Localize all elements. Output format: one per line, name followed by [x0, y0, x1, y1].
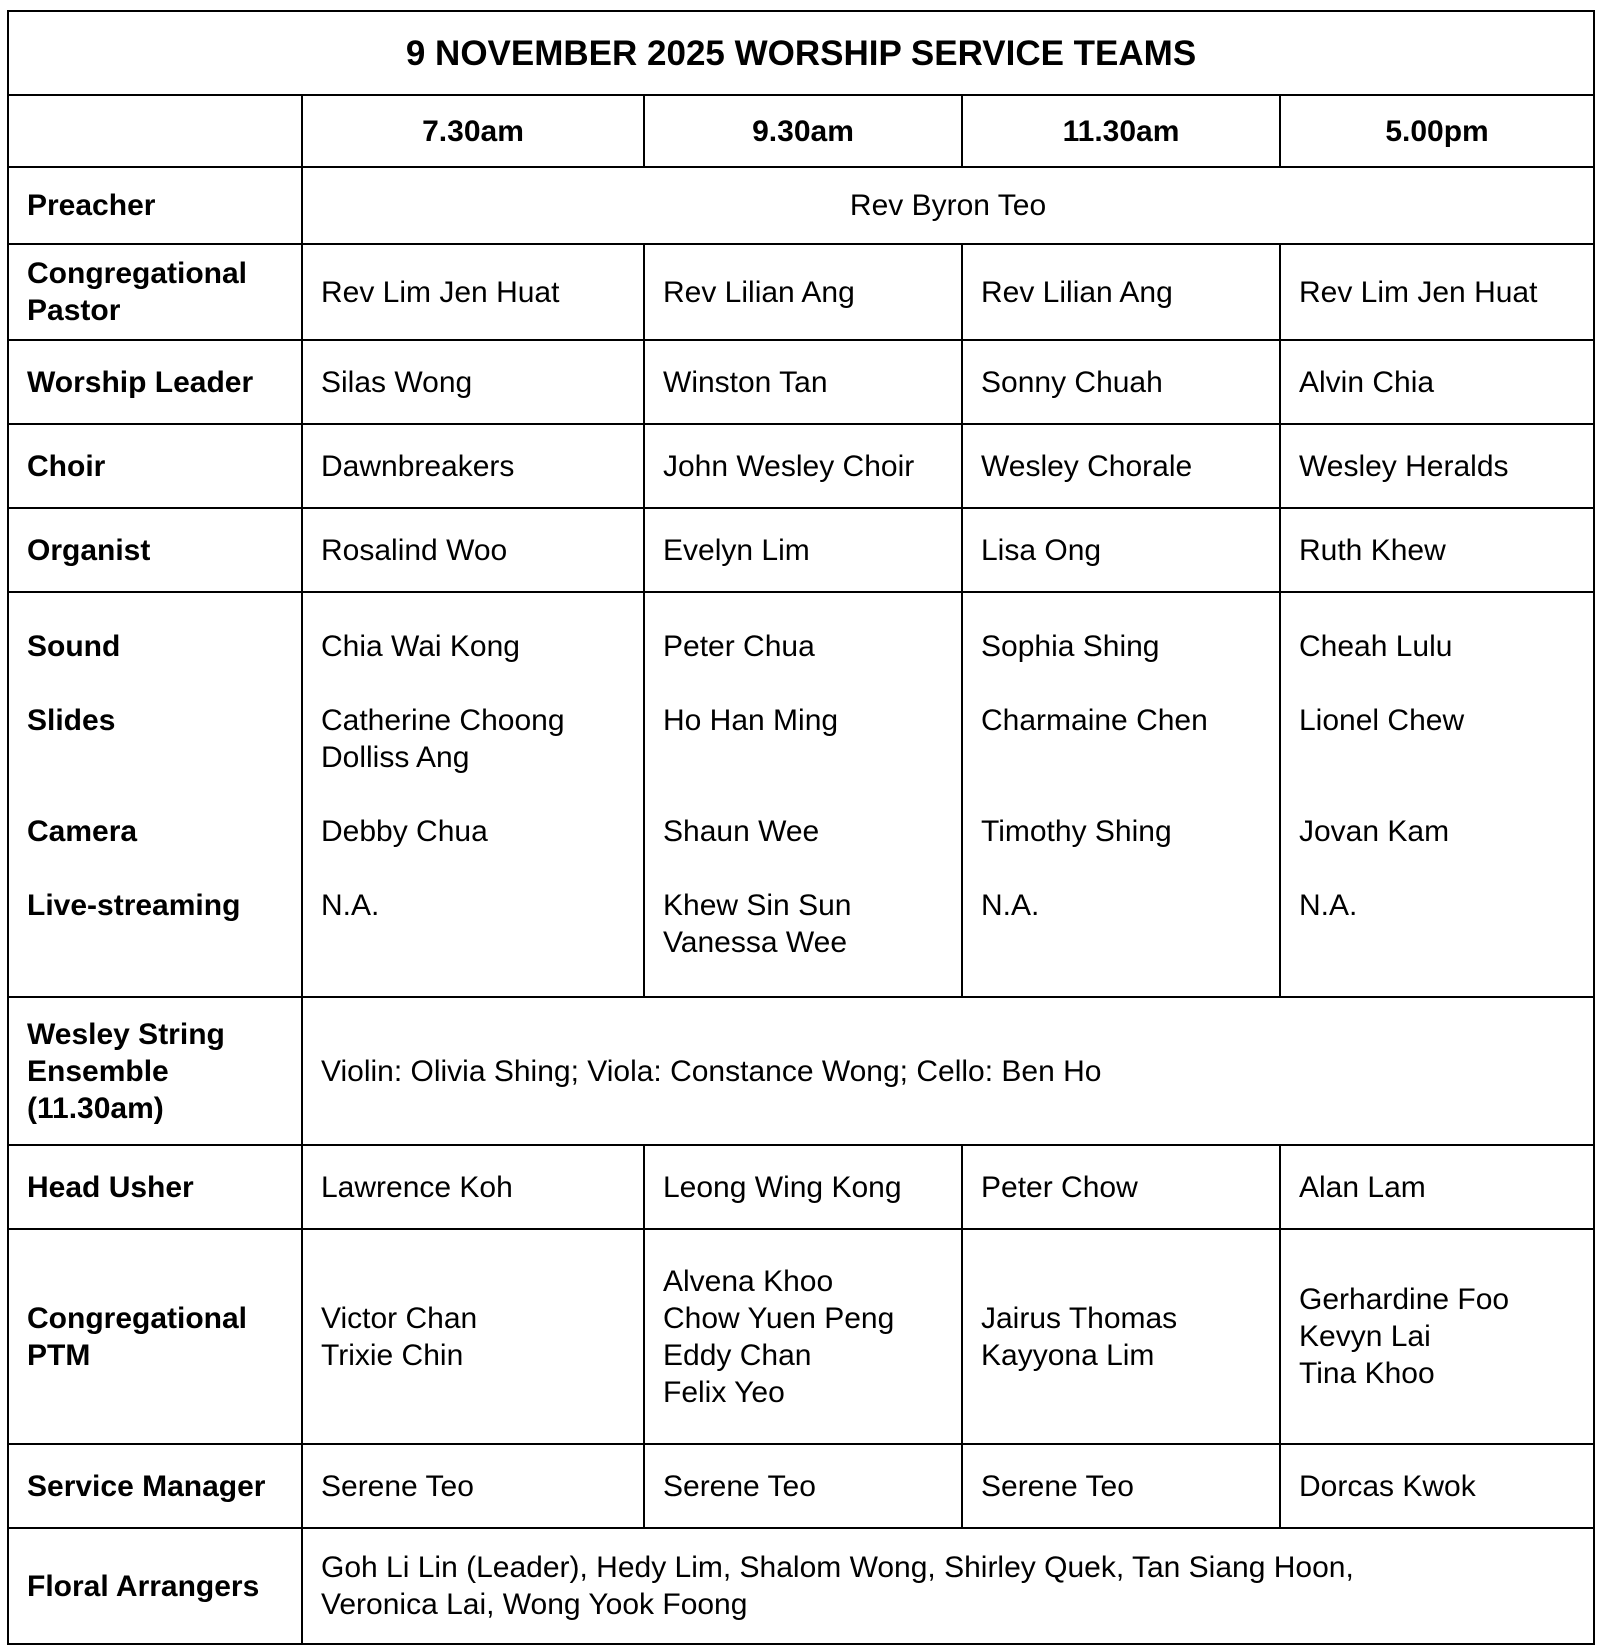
service-manager-1130: Serene Teo: [962, 1444, 1280, 1528]
choir-1700: Wesley Heralds: [1280, 424, 1594, 508]
pastor-1700: Rev Lim Jen Huat: [1280, 244, 1594, 340]
pastor-0930: Rev Lilian Ang: [644, 244, 962, 340]
title-row: [8, 11, 1594, 95]
livestreaming-0730: N.A.: [321, 889, 380, 922]
organist-0730: Rosalind Woo: [302, 508, 644, 592]
worship-leader-1130: Sonny Chuah: [962, 340, 1280, 424]
av-team-1130: [962, 592, 1280, 997]
service-manager-0730: Serene Teo: [302, 1444, 644, 1528]
role-label-string-ensemble: [8, 997, 302, 1145]
ptm-member: Felix Yeo: [663, 1375, 785, 1409]
camera-1700: Jovan Kam: [1299, 815, 1450, 848]
role-label-line: Wesley String: [27, 1017, 225, 1051]
av-team-0930: [644, 592, 962, 997]
choir-0730: Dawnbreakers: [302, 424, 644, 508]
worship-leader-0730: Silas Wong: [302, 340, 644, 424]
role-label-head-usher: Head Usher: [8, 1145, 302, 1229]
ptm-member: Chow Yuen Peng: [663, 1301, 895, 1335]
worship-leader-1700: Alvin Chia: [1280, 340, 1594, 424]
role-label-line: Ensemble: [27, 1054, 169, 1088]
floral-arrangers-line: Veronica Lai, Wong Yook Foong: [321, 1588, 748, 1621]
organist-0930: Evelyn Lim: [644, 508, 962, 592]
preacher-row: [8, 167, 1594, 244]
role-label-av-team: [8, 592, 302, 997]
time-header-1130: 11.30am: [962, 95, 1280, 167]
worship-roster-table: [7, 10, 1595, 1645]
role-label-congregational-ptm: [8, 1229, 302, 1444]
service-manager-row: [8, 1444, 1594, 1528]
floral-arrangers-value: [302, 1528, 1594, 1644]
service-manager-1700: Dorcas Kwok: [1280, 1444, 1594, 1528]
worship-leader-row: [8, 340, 1594, 424]
ptm-member: Eddy Chan: [663, 1338, 812, 1372]
time-header-1700: 5.00pm: [1280, 95, 1594, 167]
string-ensemble-row: [8, 997, 1594, 1145]
worship-leader-0930: Winston Tan: [644, 340, 962, 424]
role-label-organist: Organist: [8, 508, 302, 592]
ptm-member: Alvena Khoo: [663, 1264, 834, 1298]
role-label-line: PTM: [27, 1338, 91, 1372]
congregational-ptm-row: [8, 1229, 1594, 1444]
floral-arrangers-row: [8, 1528, 1594, 1644]
ptm-1130: [962, 1229, 1280, 1444]
organist-1130: Lisa Ong: [962, 508, 1280, 592]
role-label-line: Pastor: [27, 294, 121, 327]
ptm-member: Kayyona Lim: [981, 1338, 1155, 1372]
choir-0930: John Wesley Choir: [644, 424, 962, 508]
slides-1130: Charmaine Chen: [981, 704, 1208, 737]
livestreaming-0930: Khew Sin Sun: [663, 889, 852, 922]
av-team-0730: [302, 592, 644, 997]
camera-1130: Timothy Shing: [981, 815, 1172, 848]
camera-0730: Debby Chua: [321, 815, 488, 848]
page-title: 9 NOVEMBER 2025 WORSHIP SERVICE TEAMS: [8, 11, 1594, 95]
sound-1130: Sophia Shing: [981, 630, 1160, 663]
ptm-member: Trixie Chin: [321, 1338, 464, 1372]
sound-1700: Cheah Lulu: [1299, 630, 1453, 663]
role-label-line: (11.30am): [27, 1091, 164, 1125]
congregational-pastor-row: [8, 244, 1594, 340]
ptm-0930: [644, 1229, 962, 1444]
pastor-1130: Rev Lilian Ang: [962, 244, 1280, 340]
role-label-line: Congregational: [27, 1301, 248, 1335]
time-header-0930: 9.30am: [644, 95, 962, 167]
organist-row: [8, 508, 1594, 592]
service-times-row: [8, 95, 1594, 167]
slides-0730: Dolliss Ang: [321, 741, 470, 774]
role-label-worship-leader: Worship Leader: [8, 340, 302, 424]
livestreaming-0930: Vanessa Wee: [663, 926, 847, 959]
ptm-1700: [1280, 1229, 1594, 1444]
ptm-0730: [302, 1229, 644, 1444]
time-header-0730: 7.30am: [302, 95, 644, 167]
role-label-preacher: Preacher: [8, 167, 302, 244]
slides-1700: Lionel Chew: [1299, 704, 1465, 737]
av-team-1700: [1280, 592, 1594, 997]
head-usher-1130: Peter Chow: [962, 1145, 1280, 1229]
head-usher-1700: Alan Lam: [1280, 1145, 1594, 1229]
service-manager-0930: Serene Teo: [644, 1444, 962, 1528]
sound-0930: Peter Chua: [663, 630, 815, 663]
pastor-0730: Rev Lim Jen Huat: [302, 244, 644, 340]
ptm-member: Victor Chan: [321, 1301, 478, 1335]
empty-corner-cell: [8, 95, 302, 167]
preacher-value: Rev Byron Teo: [302, 167, 1594, 244]
string-ensemble-value: Violin: Olivia Shing; Viola: Constance Wong; Cello: Ben Ho: [302, 997, 1594, 1145]
head-usher-row: [8, 1145, 1594, 1229]
role-label-floral-arrangers: Floral Arrangers: [8, 1528, 302, 1644]
role-label-choir: Choir: [8, 424, 302, 508]
ptm-member: Jairus Thomas: [981, 1301, 1178, 1335]
organist-1700: Ruth Khew: [1280, 508, 1594, 592]
av-team-row: [8, 592, 1594, 997]
ptm-member: Gerhardine Foo: [1299, 1283, 1510, 1316]
choir-row: [8, 424, 1594, 508]
slides-0930: Ho Han Ming: [663, 704, 839, 737]
role-label-congregational-pastor: [8, 244, 302, 340]
head-usher-0930: Leong Wing Kong: [644, 1145, 962, 1229]
role-label-livestreaming: Live-streaming: [27, 889, 241, 922]
role-label-service-manager: Service Manager: [8, 1444, 302, 1528]
ptm-member: Kevyn Lai: [1299, 1320, 1431, 1353]
floral-arrangers-line: Goh Li Lin (Leader), Hedy Lim, Shalom Wong, Shirley Quek, Tan Siang Hoon,: [321, 1551, 1354, 1584]
role-label-slides: Slides: [27, 704, 116, 737]
role-label-camera: Camera: [27, 815, 138, 848]
ptm-member: Tina Khoo: [1299, 1357, 1435, 1390]
head-usher-0730: Lawrence Koh: [302, 1145, 644, 1229]
livestreaming-1700: N.A.: [1299, 889, 1358, 922]
livestreaming-1130: N.A.: [981, 889, 1040, 922]
role-label-line: Congregational: [27, 257, 248, 290]
role-label-sound: Sound: [27, 630, 121, 663]
camera-0930: Shaun Wee: [663, 815, 820, 848]
slides-0730: Catherine Choong: [321, 704, 565, 737]
sound-0730: Chia Wai Kong: [321, 630, 520, 663]
choir-1130: Wesley Chorale: [962, 424, 1280, 508]
